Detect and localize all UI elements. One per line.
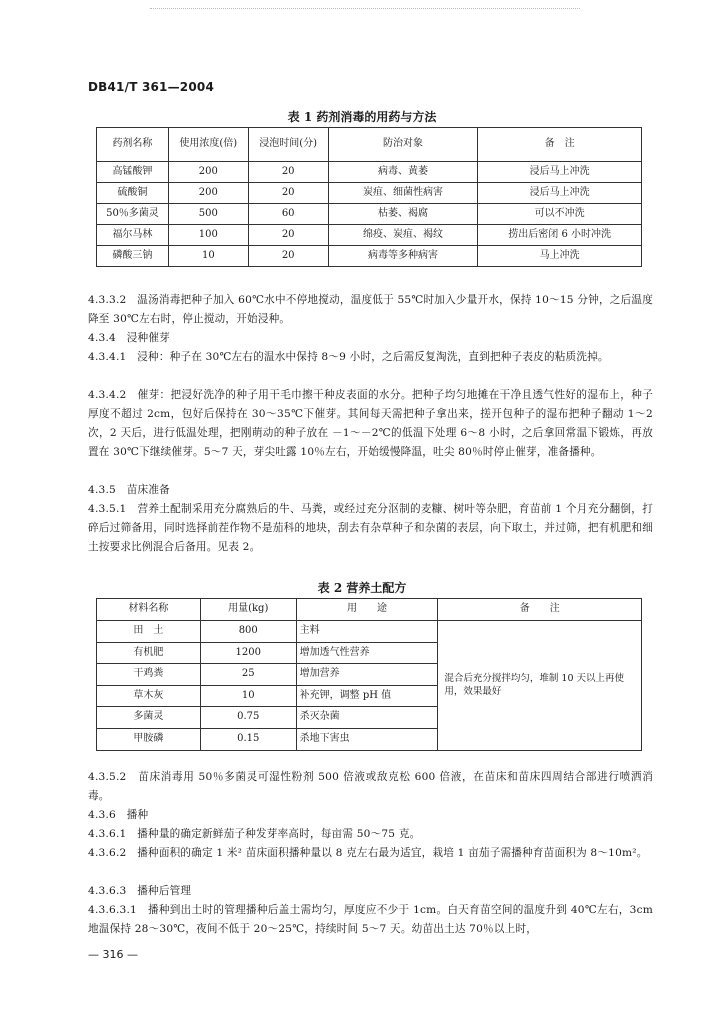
paragraph-4-3-6-1: 4.3.6.1 播种量的确定新鲜茄子种发芽率高时，每亩需 50～75 克。: [88, 828, 421, 840]
table2-note: 混合后充分搅拌均匀，堆制 10 天以上再使用，效果最好: [438, 621, 642, 751]
table1-header-cell: 使用浓度(倍): [168, 128, 248, 162]
table-cell: 50％多菌灵: [97, 204, 169, 225]
table-cell: 1200: [200, 642, 296, 664]
table-cell: 200: [168, 162, 248, 183]
paragraph-4-3-4-1: 4.3.4.1 浸种：种子在 30℃左右的温水中保持 8～9 小时，之后需反复淘洗，直到把种子表皮的粘质洗掉。: [88, 351, 609, 363]
scan-artifact-line: [150, 8, 580, 9]
table-cell: 病毒等多种病害: [328, 246, 478, 267]
table-cell: 杀灭杂菌: [296, 707, 438, 729]
table-cell: 0.75: [200, 707, 296, 729]
page-number: — 316 —: [88, 948, 138, 961]
table1-header-row: [97, 128, 642, 162]
table-cell: 福尔马林: [97, 225, 169, 246]
table-cell: 草木灰: [97, 685, 201, 707]
table-row: [97, 162, 642, 183]
table-cell: 20: [248, 246, 328, 267]
table-cell: 浸后马上冲洗: [478, 183, 642, 204]
table-cell: 20: [248, 225, 328, 246]
table2-caption: 表 2 营养土配方: [317, 581, 407, 595]
table-cell: 捞出后密闭 6 小时冲洗: [478, 225, 642, 246]
table-cell: 200: [168, 183, 248, 204]
table-cell: 800: [200, 621, 296, 643]
table-cell: 主料: [296, 621, 438, 643]
table-cell: 10: [200, 685, 296, 707]
table1-header-cell: 防治对象: [328, 128, 478, 162]
heading-4-3-4: 4.3.4 浸种催芽: [88, 332, 170, 344]
heading-4-3-6-3: 4.3.6.3 播种后管理: [88, 885, 192, 897]
table-cell: 0.15: [200, 728, 296, 750]
table-row: [97, 204, 642, 225]
table-cell: 绵疫、炭疽、褐纹: [328, 225, 478, 246]
table-cell: 500: [168, 204, 248, 225]
table-cell: 田 土: [97, 621, 201, 643]
table2-header-row: [97, 599, 642, 621]
table-cell: 10: [168, 246, 248, 267]
table-row: [97, 225, 642, 246]
table2-header-cell: 用 途: [296, 599, 438, 621]
heading-4-3-5: 4.3.5 苗床准备: [88, 484, 170, 496]
table-cell: 增加营养: [296, 664, 438, 686]
heading-4-3-6: 4.3.6 播种: [88, 809, 149, 821]
paragraph-4-3-3-2: 4.3.3.2 温汤消毒把种子加入 60℃水中不停地搅动，温度低于 55℃时加入少量开水，保持 10～15 分钟，之后温度降至 30℃左右时，停止搅动，开始浸种。: [88, 294, 653, 325]
table-cell: 浸后马上冲洗: [478, 162, 642, 183]
table-cell: 多菌灵: [97, 707, 201, 729]
table-cell: 100: [168, 225, 248, 246]
table-cell: 25: [200, 664, 296, 686]
table1-header-cell: 备 注: [478, 128, 642, 162]
table2: [96, 598, 642, 751]
table-cell: 高锰酸钾: [97, 162, 169, 183]
document-number: DB41/T 361—2004: [88, 80, 214, 94]
table-cell: 马上冲洗: [478, 246, 642, 267]
table-cell: 枯萎、褐腐: [328, 204, 478, 225]
table-cell: 干鸡粪: [97, 664, 201, 686]
table-cell: 炭疽、细菌性病害: [328, 183, 478, 204]
table-cell: 硫酸铜: [97, 183, 169, 204]
paragraph-4-3-5-1: 4.3.5.1 营养土配制采用充分腐熟后的牛、马粪，或经过充分沤制的麦糠、树叶等杂肥，育苗前 1 个月充分翻倒，打碎后过筛备用，同时选择前茬作物不是茄科的地块，刮去有杂草种子和杂菌的表层，向下取土，并过筛，把有机肥和细土按要求比例混合后备用。见表 2。: [88, 503, 653, 553]
table1-header-cell: 药剂名称: [97, 128, 169, 162]
table1-caption: 表 1 药剂消毒的用药与方法: [287, 110, 437, 124]
table-cell: 杀地下害虫: [296, 728, 438, 750]
table-cell: 20: [248, 162, 328, 183]
table-cell: 磷酸三钠: [97, 246, 169, 267]
table-row: [97, 183, 642, 204]
table1: [96, 127, 642, 267]
table-cell: 增加透气性营养: [296, 642, 438, 664]
table-cell: 补充钾，调整 pH 值: [296, 685, 438, 707]
table-cell: 20: [248, 183, 328, 204]
paragraph-4-3-6-3-1: 4.3.6.3.1 播种到出土时的管理播种后盖土需均匀，厚度应不少于 1cm。白天育苗空间的温度升到 40℃左右，3cm 地温保持 28～30℃，夜间不低于 20～25℃，持续时间 5～7 天。幼苗出土达 70％以上时，: [88, 904, 653, 935]
paragraph-4-3-4-2: 4.3.4.2 催芽：把浸好洗净的种子用干毛巾擦干种皮表面的水分。把种子均匀地摊在干净且透气性好的湿布上，种子厚度不超过 2cm，包好后保持在 30～35℃下催芽。其间每天需把种子拿出来，搓开包种子的湿布把种子翻动 1～2 次，2 天后，进行低温处理，把刚萌动的种子放在 －1～－2℃的低温下处理 6～8 小时，之后拿回常温下锻炼，再放置在 30℃下继续催芽。5～7 天，芽尖吐露 10％左右，开始缓慢降温，吐尖 80％时停止催芽，准备播种。: [88, 389, 653, 458]
table-cell: 有机肥: [97, 642, 201, 664]
paragraph-4-3-5-2: 4.3.5.2 苗床消毒用 50％多菌灵可湿性粉剂 500 倍液或敌克松 600 倍液，在苗床和苗床四周结合部进行喷洒消毒。: [88, 771, 653, 802]
table2-header-cell: 材料名称: [97, 599, 201, 621]
table-cell: 甲胺磷: [97, 728, 201, 750]
table1-header-cell: 浸泡时间(分): [248, 128, 328, 162]
paragraph-4-3-6-2: 4.3.6.2 播种面积的确定 1 米² 苗床面积播种量以 8 克左右最为适宜，栽培 1 亩茄子需播种育苗面积为 8～10m²。: [88, 847, 648, 859]
table-row: [97, 246, 642, 267]
table2-header-cell: 备 注: [438, 599, 642, 621]
table-cell: 病毒、黄萎: [328, 162, 478, 183]
table2-header-cell: 用量(kg): [200, 599, 296, 621]
table-cell: 60: [248, 204, 328, 225]
table-row: [97, 621, 642, 643]
table-cell: 可以不冲洗: [478, 204, 642, 225]
